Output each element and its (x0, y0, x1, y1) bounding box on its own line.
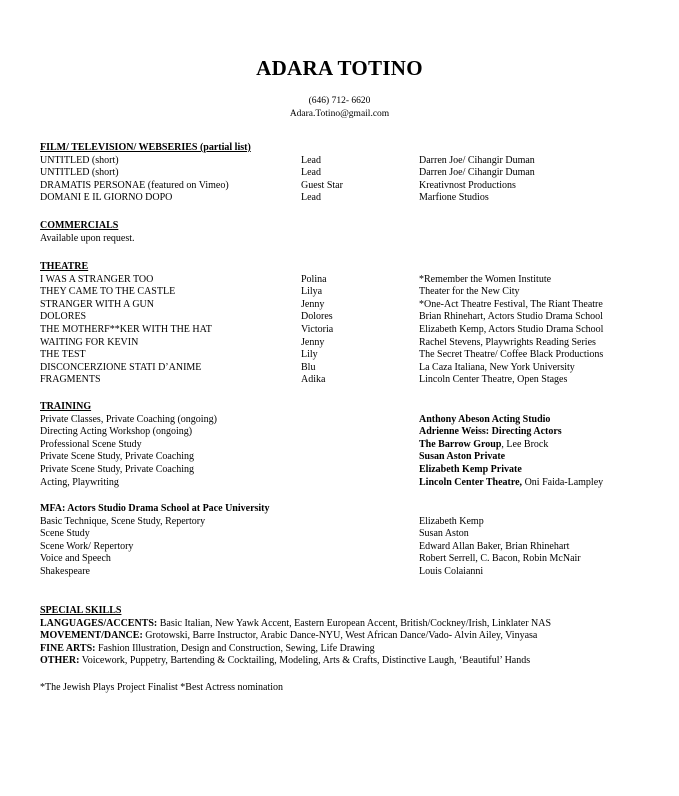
skill-text: Basic Italian, New Yawk Accent, Eastern European Accent, British/Cockney/Irish, Linklater NAS (157, 617, 552, 629)
skill-line (40, 655, 640, 668)
credit-role: Polina (301, 273, 327, 285)
credit-title: DISCONCERZIONE STATI D’ANIME (40, 361, 202, 373)
training-row (40, 426, 640, 439)
commercials-section (40, 220, 640, 245)
credit-role: Blu (301, 361, 316, 373)
training-school: Elizabeth Kemp Private (419, 463, 522, 475)
mfa-teacher: Robert Serrell, C. Bacon, Robin McNair (419, 553, 581, 565)
skill-line (40, 630, 640, 643)
footnote: *The Jewish Plays Project Finalist *Best Actress nomination (40, 682, 284, 693)
training-row (40, 464, 640, 477)
skill-line (40, 618, 640, 631)
credit-title: UNTITLED (short) (40, 154, 119, 166)
credit-role: Lead (301, 154, 321, 166)
credit-role: Jenny (301, 298, 325, 310)
contact-block (0, 95, 679, 120)
credit-title: THE MOTHERF**KER WITH THE HAT (40, 323, 212, 335)
training-row (40, 477, 640, 490)
credit-row (40, 311, 640, 324)
credit-title: WAITING FOR KEVIN (40, 336, 139, 348)
training-course: Private Scene Study, Private Coaching (40, 451, 195, 463)
credit-company: Darren Joe/ Cihangir Duman (419, 154, 535, 166)
skill-line (40, 643, 640, 656)
mfa-section (40, 503, 640, 579)
skill-text: Voicework, Puppetry, Bartending & Cocktailing, Modeling, Arts & Crafts, Distinctive Laugh, ‘Beautiful’ Hands (79, 655, 531, 667)
credit-role: Lily (301, 349, 318, 361)
mfa-row (40, 553, 640, 566)
mfa-row (40, 528, 640, 541)
credit-company: Marfione Studios (419, 192, 489, 204)
credit-title: DRAMATIS PERSONAE (featured on Vimeo) (40, 179, 229, 191)
credit-role: Guest Star (301, 179, 343, 191)
footnote-section (40, 682, 640, 695)
skill-label: MOVEMENT/DANCE: (40, 630, 143, 642)
skill-text: Fashion Illustration, Design and Construction, Sewing, Life Drawing (95, 642, 375, 654)
credit-row (40, 349, 640, 362)
training-course: Professional Scene Study (40, 438, 142, 450)
training-row (40, 414, 640, 427)
skill-label: OTHER: (40, 655, 80, 667)
credit-role: Lead (301, 167, 321, 179)
credit-row (40, 337, 640, 350)
training-row (40, 439, 640, 452)
skill-label: LANGUAGES/ACCENTS: (40, 617, 158, 629)
training-school: The Barrow Group (419, 438, 502, 450)
training-row (40, 451, 640, 464)
commercials-text: Available upon request. (40, 232, 135, 244)
training-course: Acting, Playwriting (40, 476, 119, 488)
mfa-row (40, 541, 640, 554)
credit-company: Kreativnost Productions (419, 179, 516, 191)
mfa-teacher: Edward Allan Baker, Brian Rhinehart (419, 540, 570, 552)
mfa-row (40, 566, 640, 579)
mfa-teacher: Susan Aston (419, 528, 469, 540)
training-school: Lincoln Center Theatre, (419, 476, 523, 488)
training-course: Private Scene Study, Private Coaching (40, 463, 195, 475)
credit-title: DOLORES (40, 311, 87, 323)
theatre-heading: THEATRE (40, 261, 89, 272)
credit-role: Victoria (301, 323, 334, 335)
credit-row (40, 286, 640, 299)
phone-number: (646) 712- 6620 (308, 96, 371, 106)
mfa-course: Scene Work/ Repertory (40, 540, 134, 552)
credit-company: Rachel Stevens, Playwrights Reading Series (419, 336, 596, 348)
credit-row (40, 167, 640, 180)
credit-row (40, 192, 640, 205)
mfa-course: Scene Study (40, 528, 90, 540)
credit-role: Lead (301, 192, 321, 204)
credit-company: Elizabeth Kemp, Actors Studio Drama School (419, 323, 604, 335)
credit-title: STRANGER WITH A GUN (40, 298, 154, 310)
credit-title: UNTITLED (short) (40, 167, 119, 179)
credit-company: La Caza Italiana, New York University (419, 361, 575, 373)
credit-company: *Remember the Women Institute (419, 273, 552, 285)
film-section (40, 142, 640, 205)
skill-label: FINE ARTS: (40, 642, 96, 654)
mfa-row (40, 516, 640, 529)
training-school: Anthony Abeson Acting Studio (419, 413, 551, 425)
credit-row (40, 155, 640, 168)
skill-text: Grotowski, Barre Instructor, Arabic Dance-NYU, West African Dance/Vado- Alvin Ailey, Vinyasa (142, 630, 538, 642)
credit-role: Lilya (301, 286, 323, 298)
training-course: Directing Acting Workshop (ongoing) (40, 426, 193, 438)
resume-name: ADARA TOTINO (256, 56, 423, 80)
credit-company: Brian Rhinehart, Actors Studio Drama School (419, 311, 603, 323)
credit-role: Jenny (301, 336, 325, 348)
credit-role: Dolores (301, 311, 333, 323)
mfa-course: Voice and Speech (40, 553, 111, 565)
email-address: Adara.Totino@gmail.com (289, 108, 390, 119)
training-school: Susan Aston Private (419, 451, 506, 463)
credit-company: Lincoln Center Theatre, Open Stages (419, 374, 568, 386)
credit-company: The Secret Theatre/ Coffee Black Productions (419, 349, 604, 361)
credit-company: Darren Joe/ Cihangir Duman (419, 167, 535, 179)
credit-title: DOMANI E IL GIORNO DOPO (40, 192, 173, 204)
training-course: Private Classes, Private Coaching (ongoing) (40, 413, 217, 425)
training-section (40, 401, 640, 489)
training-instructor: Oni Faida-Lampley (522, 476, 604, 488)
credit-title: I WAS A STRANGER TOO (40, 273, 154, 285)
credit-company: Theater for the New City (419, 286, 520, 298)
mfa-heading: MFA: Actors Studio Drama School at Pace University (40, 503, 270, 514)
mfa-course: Shakespeare (40, 565, 90, 577)
mfa-teacher: Louis Colaianni (419, 565, 484, 577)
skills-section (40, 605, 640, 668)
credit-role: Adika (301, 374, 326, 386)
training-school: Adrienne Weiss: Directing Actors (419, 426, 562, 438)
mfa-course: Basic Technique, Scene Study, Repertory (40, 515, 206, 527)
credit-row (40, 180, 640, 193)
theatre-section (40, 261, 640, 387)
credit-title: FRAGMENTS (40, 374, 101, 386)
credit-row (40, 299, 640, 312)
mfa-teacher: Elizabeth Kemp (419, 515, 484, 527)
credit-title: THEY CAME TO THE CASTLE (40, 286, 176, 298)
credit-row (40, 324, 640, 337)
training-instructor: , Lee Brock (501, 438, 549, 450)
credit-row (40, 274, 640, 287)
credit-row (40, 362, 640, 375)
film-heading: FILM/ TELEVISION/ WEBSERIES (partial list) (40, 142, 251, 153)
commercials-heading: COMMERCIALS (40, 220, 119, 231)
skills-heading: SPECIAL SKILLS (40, 605, 122, 616)
credit-title: THE TEST (40, 349, 86, 361)
credit-row (40, 374, 640, 387)
training-heading: TRAINING (40, 401, 92, 412)
credit-company: *One-Act Theatre Festival, The Riant Theatre (419, 298, 603, 310)
